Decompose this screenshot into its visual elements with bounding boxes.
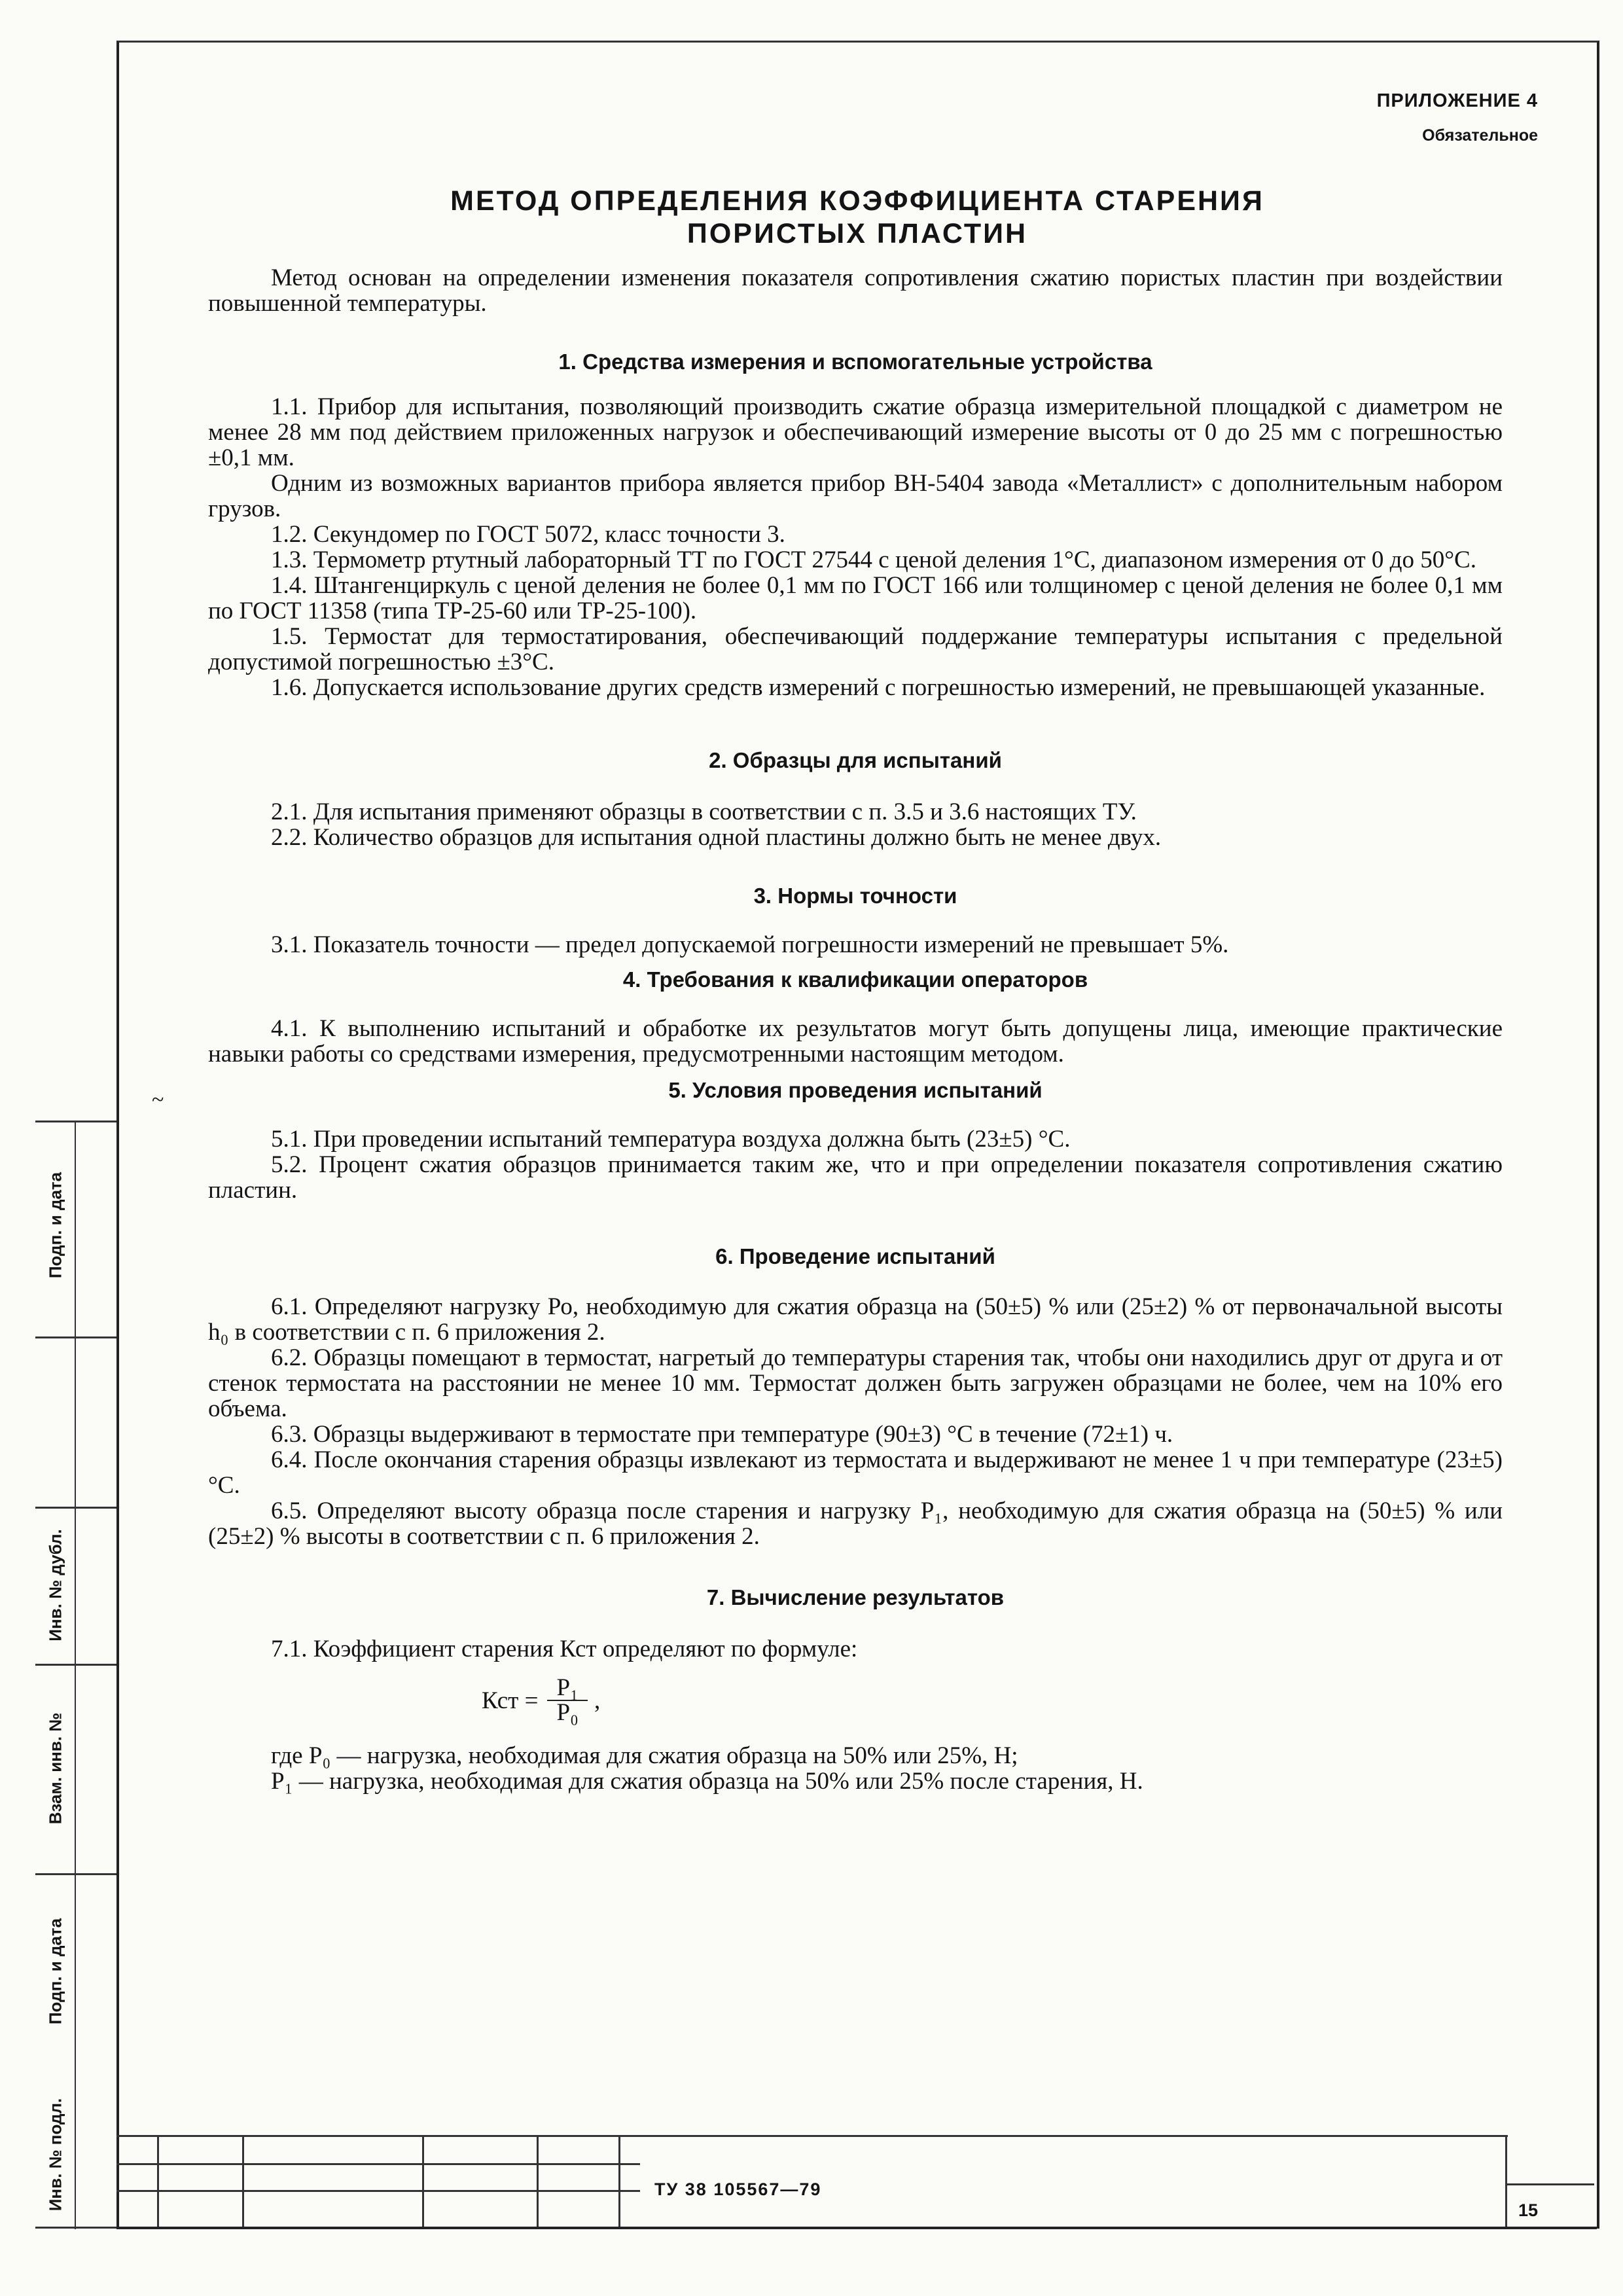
appendix-label: ПРИЛОЖЕНИЕ 4: [1376, 90, 1538, 111]
sidebar-replace-inv: Взам. инв. №: [45, 1712, 65, 1825]
paragraph-5-2: 5.2. Процент сжатия образцов принимается таким же, что и при определении показателя сопротивления сжатию пластин.: [208, 1151, 1503, 1204]
paragraph-6-4: 6.4. После окончания старения образцы извлекают из термостата и выдерживают не менее 1 ч при температуре (23±5) °С.: [208, 1446, 1503, 1499]
section-1-heading: 1. Средства измерения и вспомогательные устройства: [558, 350, 1152, 374]
paragraph-2-2: 2.2. Количество образцов для испытания одной пластины должно быть не менее двух.: [271, 824, 1162, 851]
page-number: 15: [1518, 2200, 1539, 2220]
bottom-rule: [116, 2227, 1597, 2229]
paragraph-7-1: 7.1. Коэффициент старения Кст определяют по формуле:: [271, 1636, 858, 1662]
paragraph-1-1b: Одним из возможных вариантов прибора является прибор ВН-5404 завода «Металлист» с дополнительным набором грузов.: [208, 470, 1503, 522]
section-7-heading: 7. Вычисление результатов: [706, 1585, 1005, 1609]
paragraph-6-3: 6.3. Образцы выдерживают в термостате при температуре (90±3) °С в течение (72±1) ч.: [271, 1421, 1173, 1448]
paragraph-1-1: 1.1. Прибор для испытания, позволяющий производить сжатие образца измерительной площадкой с диаметром не менее 28 мм под действием приложенных нагрузок и обеспечивающий измерение высоты от 0 до 25 мм с погрешностью ±0,1 мм.: [208, 393, 1503, 471]
sidebar-inv-dup: Инв. № дубл.: [45, 1529, 65, 1641]
paragraph-1-6: 1.6. Допускается использование других средств измерений с погрешностью измерений, не превышающей указанные.: [271, 674, 1486, 701]
paragraph-1-3: 1.3. Термометр ртутный лабораторный ТТ по ГОСТ 27544 с ценой деления 1°С, диапазоном измерения от 0 до 50°С.: [271, 547, 1476, 573]
document-body: [208, 265, 1503, 1794]
paragraph-1-4: 1.4. Штангенциркуль с ценой деления не более 0,1 мм по ГОСТ 166 или толщиномер с ценой деления не более 0,1 мм по ГОСТ 11358 (типа ТР-25-60 или ТР-25-100).: [208, 572, 1503, 624]
approval-sidebar: [35, 1121, 116, 2229]
formula-where-1: где Р₀ — нагрузка, необходимая для сжатия образца на 50% или 25%, Н;: [271, 1742, 1018, 1769]
paragraph-6-2: 6.2. Образцы помещают в термостат, нагретый до температуры старения так, чтобы они находились друг от друга и от стенок термостата на расстоянии не менее 10 мм. Термостат должен быть загружен образцами не более, чем на 10% его объема.: [208, 1344, 1503, 1422]
paragraph-1-2: 1.2. Секундомер по ГОСТ 5072, класс точности 3.: [271, 521, 785, 548]
paragraph-3-1: 3.1. Показатель точности — предел допускаемой погрешности измерений не превышает 5%.: [271, 931, 1229, 958]
formula-tail: ,: [594, 1687, 601, 1714]
document-code: ТУ 38 105567—79: [654, 2179, 822, 2199]
sidebar-sign-date-2: Подп. и дата: [45, 1172, 65, 1279]
paragraph-6-1: 6.1. Определяют нагрузку Ро, необходимую для сжатия образца на (50±5) % или (25±2) % от первоначальной высоты h₀ в соответствии с п. 6 приложения 2.: [208, 1293, 1503, 1346]
appendix-status: Обязательное: [1422, 126, 1538, 145]
section-4-heading: 4. Требования к квалификации операторов: [622, 967, 1088, 992]
margin-mark: ~: [152, 1088, 164, 1112]
paragraph-6-5: 6.5. Определяют высоту образца после старения и нагрузку Р₁, необходимую для сжатия образца на (50±5) % или (25±2) % высоты в соответствии с п. 6 приложения 2.: [208, 1498, 1503, 1550]
title-line-1: МЕТОД ОПРЕДЕЛЕНИЯ КОЭФФИЦИЕНТА СТАРЕНИЯ: [450, 185, 1264, 217]
aging-formula: [482, 1676, 1503, 1725]
formula-fraction: [547, 1676, 587, 1725]
formula-lhs: Кст =: [482, 1687, 539, 1714]
paragraph-5-1: 5.1. При проведении испытаний температура воздуха должна быть (23±5) °С.: [271, 1126, 1071, 1153]
paragraph-1-5: 1.5. Термостат для термостатирования, обеспечивающий поддержание температуры испытания с предельной допустимой погрешностью ±3°С.: [208, 623, 1503, 675]
section-6-heading: 6. Проведение испытаний: [715, 1244, 995, 1268]
sidebar-sign-date-1: Подп. и дата: [45, 1918, 65, 2025]
section-2-heading: 2. Образцы для испытаний: [709, 748, 1002, 772]
paragraph-4-1: 4.1. К выполнению испытаний и обработке их результатов могут быть допущены лица, имеющие практические навыки работы со средствами измерения, предусмотренными настоящим методом.: [208, 1015, 1503, 1067]
intro-paragraph: Метод основан на определении изменения показателя сопротивления сжатию пористых пластин при воздействии повышенной температуры.: [208, 264, 1503, 317]
section-5-heading: 5. Условия проведения испытаний: [668, 1078, 1043, 1102]
appendix-block: [1377, 90, 1538, 145]
paragraph-2-1: 2.1. Для испытания применяют образцы в соответствии с п. 3.5 и 3.6 настоящих ТУ.: [271, 798, 1137, 825]
sidebar-inv-no: Инв. № подл.: [45, 2098, 65, 2212]
formula-numerator: P₁: [547, 1676, 587, 1701]
formula-denominator: P₀: [556, 1699, 579, 1726]
document-title: [216, 185, 1499, 250]
title-line-2: ПОРИСТЫХ ПЛАСТИН: [687, 218, 1028, 249]
section-3-heading: 3. Нормы точности: [753, 884, 957, 908]
formula-where-2: Р₁ — нагрузка, необходимая для сжатия образца на 50% или 25% после старения, Н.: [271, 1768, 1143, 1795]
